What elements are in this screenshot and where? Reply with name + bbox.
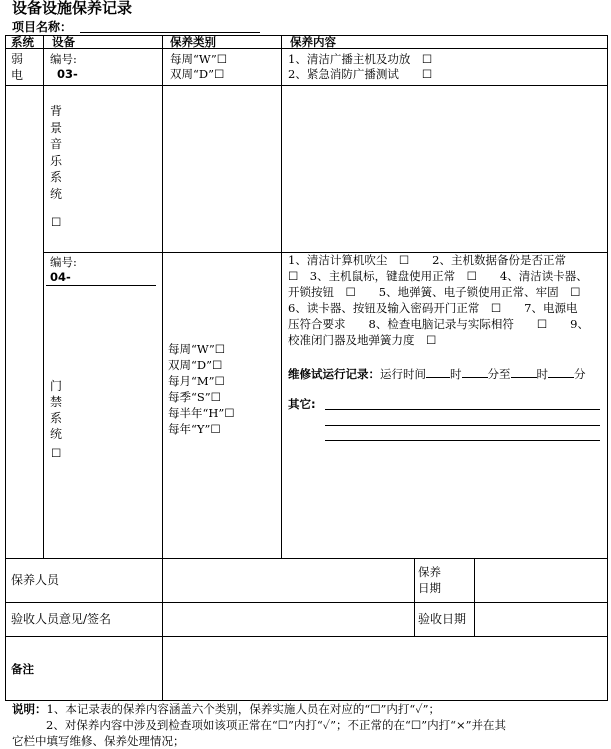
trial-run-time-label: 运行时间 — [380, 367, 426, 381]
trial-start-hour-field[interactable] — [426, 365, 450, 378]
header-system: 系统 — [11, 35, 34, 49]
row2-content-line-3[interactable]: 开锁按钮 ☐ 5、地弹簧、电子锁使用正常、牢固 ☐ — [288, 285, 581, 299]
equipment-background-music: 背景音乐系统 — [49, 104, 62, 201]
row1-type-weekly[interactable]: 每周“W”☐ — [170, 52, 228, 66]
number-underline — [46, 285, 156, 286]
project-name-field[interactable] — [80, 32, 260, 33]
header-content: 保养内容 — [290, 35, 336, 49]
row2-content-line-5[interactable]: 压符合要求 8、检查电脑记录与实际相符 ☐ 9、 — [288, 317, 589, 331]
row2-type-yearly[interactable]: 每年“Y”☐ — [168, 422, 221, 436]
background-music-checkbox[interactable]: ☐ — [51, 215, 62, 229]
row2-type-quarterly[interactable]: 每季“S”☐ — [168, 390, 221, 404]
equipment-access-control: 门禁系统 — [49, 379, 62, 441]
row4-divider — [5, 602, 608, 603]
maintenance-date-label: 保养日期 — [418, 565, 441, 595]
col-type-divider — [281, 35, 282, 558]
row1-number-label: 编号: — [50, 52, 77, 66]
note-text-1: 1、本记录表的保养内容涵盖六个类别，保养实施人员在对应的“☐”内打“✓”； — [46, 702, 441, 716]
other-line-1[interactable] — [325, 409, 600, 410]
note-line-2: 2、对保养内容中涉及到检查项如该项正常在“☐”内打“✓”；不正常的在“☐”内打“×”并在其 — [46, 718, 507, 732]
row1-type-biweekly[interactable]: 双周“D”☐ — [170, 67, 225, 81]
trial-end-minute-field[interactable] — [548, 365, 574, 378]
other-line-3[interactable] — [325, 440, 600, 441]
row2-type-half-yearly[interactable]: 每半年“H”☐ — [168, 406, 235, 420]
other-line-2[interactable] — [325, 425, 600, 426]
table-border-right — [607, 35, 608, 700]
trial-minute-label: 分 — [574, 367, 586, 381]
row2-number-value: 04- — [50, 270, 71, 284]
remark-label: 备注 — [11, 662, 34, 676]
row2-number-label: 编号: — [50, 255, 77, 269]
acceptance-date-label: 验收日期 — [418, 612, 467, 626]
table-border-left — [5, 35, 6, 700]
col-equipment-divider — [162, 35, 163, 700]
project-name-label: 项目名称： — [12, 20, 73, 34]
access-control-checkbox[interactable]: ☐ — [51, 446, 62, 460]
maintainer-label: 保养人员 — [11, 573, 60, 587]
acceptance-label: 验收人员意见/签名 — [11, 612, 112, 626]
col-date-value-divider — [474, 558, 475, 636]
row1-number-value: 03- — [57, 67, 78, 81]
col-date-divider — [414, 558, 415, 636]
row1-content-1[interactable]: 1、清洁广播主机及功放 ☐ — [288, 52, 433, 66]
trial-run-record — [288, 365, 586, 381]
trial-run-label: 维修试运行记录： — [288, 367, 380, 381]
header-equipment: 设备 — [52, 35, 75, 49]
trial-minute-to-label: 分至 — [487, 367, 511, 381]
trial-start-minute-field[interactable] — [462, 365, 488, 378]
other-label: 其它: — [288, 397, 316, 411]
row2-content-line-2[interactable]: ☐ 3、主机鼠标，键盘使用正常 ☐ 4、清洁读卡器、 — [288, 269, 588, 283]
note-line-1 — [12, 701, 440, 717]
row2-type-monthly[interactable]: 每月“M”☐ — [168, 374, 225, 388]
row1-divider — [5, 85, 608, 86]
row1-content-2[interactable]: 2、紧急消防广播测试 ☐ — [288, 67, 433, 81]
trial-hour-label-2: 时 — [536, 367, 548, 381]
trial-end-hour-field[interactable] — [511, 365, 537, 378]
row2-content-line-6[interactable]: 校准闭门器及地弹簧力度 ☐ — [288, 333, 437, 347]
col-system-divider — [43, 35, 44, 558]
row2-type-weekly[interactable]: 每周“W”☐ — [168, 342, 226, 356]
trial-hour-label: 时 — [450, 367, 462, 381]
row2-content-line-1[interactable]: 1、清洁计算机吹尘 ☐ 2、主机数据备份是否正常 — [288, 253, 566, 267]
document-title: 设备设施保养记录 — [12, 0, 133, 17]
header-type: 保养类别 — [170, 35, 216, 49]
row2-content-line-4[interactable]: 6、读卡器、按钮及输入密码开门正常 ☐ 7、电源电 — [288, 301, 578, 315]
row5-divider — [5, 636, 608, 637]
row2-type-biweekly[interactable]: 双周“D”☐ — [168, 358, 223, 372]
note-label: 说明： — [12, 702, 47, 716]
row3-divider — [5, 558, 608, 559]
system-weak-current: 弱电 — [10, 52, 23, 82]
note-line-3: 它栏中填写维修、保养处理情况； — [12, 734, 185, 748]
